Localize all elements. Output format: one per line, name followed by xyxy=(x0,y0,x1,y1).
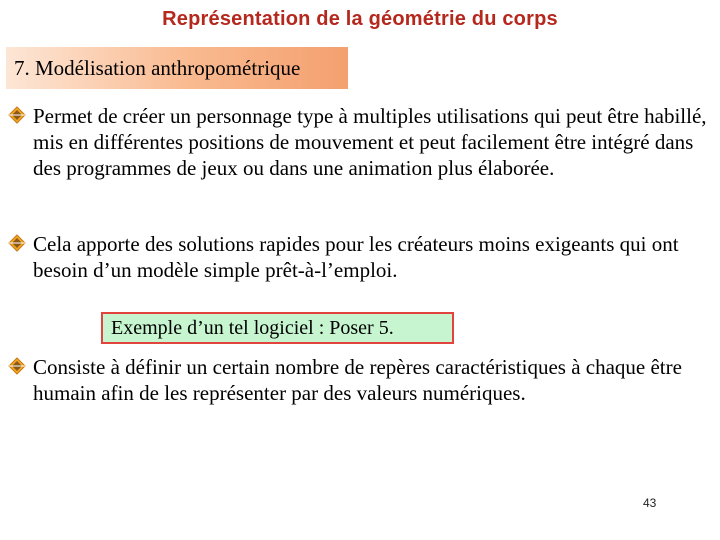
bullet-text-3: Consiste à définir un certain nombre de repères caractéristiques à chaque être humain afin de les représenter par des valeurs numériques. xyxy=(33,355,682,405)
bullet-text-2: Cela apporte des solutions rapides pour les créateurs moins exigeants qui ont besoin d’un modèle simple prêt-à-l’emploi. xyxy=(33,232,679,282)
diamond-bullet-icon xyxy=(8,234,26,252)
section-heading: 7. Modélisation anthropométrique xyxy=(6,47,348,89)
diamond-bullet-icon xyxy=(8,106,26,124)
page-number: 43 xyxy=(643,496,657,510)
example-callout: Exemple d’un tel logiciel : Poser 5. xyxy=(101,312,454,344)
slide-title: Représentation de la géométrie du corps xyxy=(162,8,558,30)
bullet-text-1: Permet de créer un personnage type à multiples utilisations qui peut être habillé, mis en différentes positions de mouvement et peut facilement être intégré dans des programmes de jeux ou dans une animation plus élaborée. xyxy=(33,104,707,180)
diamond-bullet-icon xyxy=(8,357,26,375)
